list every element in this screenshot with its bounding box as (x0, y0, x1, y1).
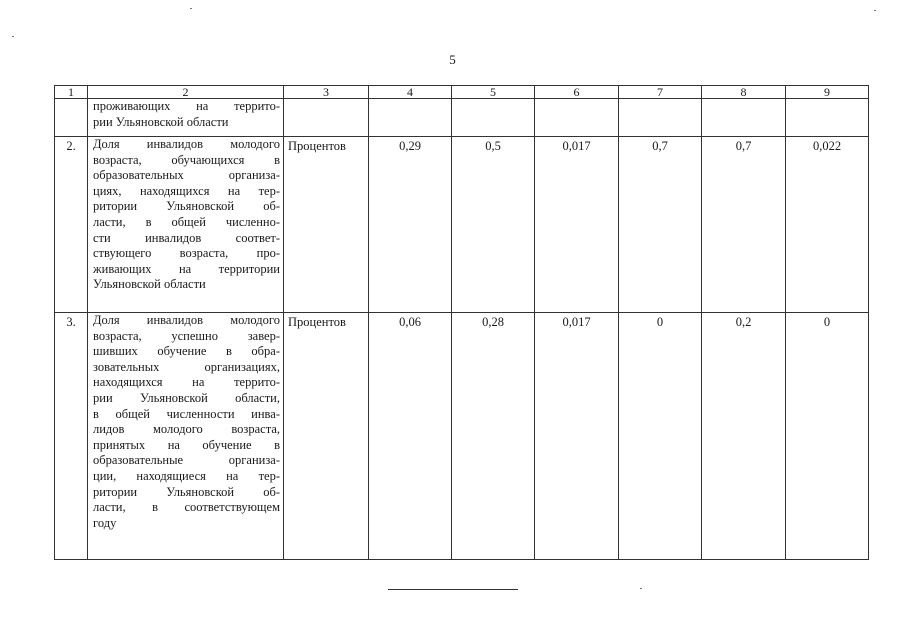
description-line: циях, находящихся на тер- (93, 183, 280, 198)
description-line: ции, находящиеся на тер- (93, 468, 280, 483)
column-number: 4 (369, 86, 452, 99)
column-number-row (55, 86, 869, 99)
description-line: ствующего возраста, про- (93, 246, 280, 261)
row-number: 3. (55, 313, 88, 560)
column-number: 8 (702, 86, 786, 99)
page-number: 5 (449, 52, 456, 67)
description-line: возраста, успешно завер- (93, 328, 280, 343)
scan-speck (12, 36, 14, 37)
value-cell: 0,29 (369, 137, 452, 313)
value-cell (786, 99, 869, 137)
scan-speck (640, 588, 642, 589)
description-line: ритории Ульяновской об- (93, 484, 280, 499)
scan-speck (874, 10, 876, 11)
row-number (55, 99, 88, 137)
description-line: зовательных организациях, (93, 359, 280, 374)
column-number: 3 (284, 86, 369, 99)
table-row (55, 99, 869, 137)
description-line: образовательные организа- (93, 453, 280, 468)
unit-cell: Процентов (284, 137, 369, 313)
value-cell (369, 99, 452, 137)
value-cell: 0,022 (786, 137, 869, 313)
description-line: Доля инвалидов молодого (93, 313, 280, 327)
value-cell: 0,7 (702, 137, 786, 313)
description-line: находящихся на террито- (93, 375, 280, 390)
description-line: шивших обучение в обра- (93, 344, 280, 359)
value-cell: 0,2 (702, 313, 786, 560)
description-line: живающих на территории (93, 261, 280, 276)
description-line: Доля инвалидов молодого (93, 137, 280, 151)
description-line: сти инвалидов соответ- (93, 230, 280, 245)
indicator-description (88, 313, 284, 560)
footer-divider (388, 589, 518, 590)
description-line: принятых на обучение в (93, 437, 280, 452)
value-cell: 0,5 (452, 137, 535, 313)
column-number: 6 (535, 86, 619, 99)
value-cell (619, 99, 702, 137)
description-line: Ульяновской области (93, 277, 206, 292)
unit-cell: Процентов (284, 313, 369, 560)
unit-cell (284, 99, 369, 137)
table-row (55, 313, 869, 560)
value-cell (702, 99, 786, 137)
value-cell: 0 (619, 313, 702, 560)
value-cell (452, 99, 535, 137)
description-line: образовательных организа- (93, 168, 280, 183)
scan-speck (190, 8, 192, 9)
value-cell: 0,7 (619, 137, 702, 313)
column-number: 7 (619, 86, 702, 99)
description-line: проживающих на террито- (93, 99, 280, 113)
description-line: ласти, в общей численно- (93, 214, 280, 229)
value-cell: 0,017 (535, 137, 619, 313)
description-line: лидов молодого возраста, (93, 422, 280, 437)
row-number: 2. (55, 137, 88, 313)
value-cell: 0,06 (369, 313, 452, 560)
description-line: в общей численности инва- (93, 406, 280, 421)
description-line: году (93, 515, 117, 530)
description-line: возраста, обучающихся в (93, 152, 280, 167)
description-line: рии Ульяновской области, (93, 390, 280, 405)
value-cell: 0,28 (452, 313, 535, 560)
description-line: ритории Ульяновской об- (93, 199, 280, 214)
indicator-description (88, 137, 284, 313)
column-number: 1 (55, 86, 88, 99)
value-cell: 0 (786, 313, 869, 560)
column-number: 2 (88, 86, 284, 99)
value-cell (535, 99, 619, 137)
indicator-table (54, 85, 869, 560)
column-number: 9 (786, 86, 869, 99)
description-line: ласти, в соответствующем (93, 500, 280, 515)
indicator-description (88, 99, 284, 137)
column-number: 5 (452, 86, 535, 99)
value-cell: 0,017 (535, 313, 619, 560)
table-row (55, 137, 869, 313)
description-line: рии Ульяновской области (93, 114, 229, 129)
